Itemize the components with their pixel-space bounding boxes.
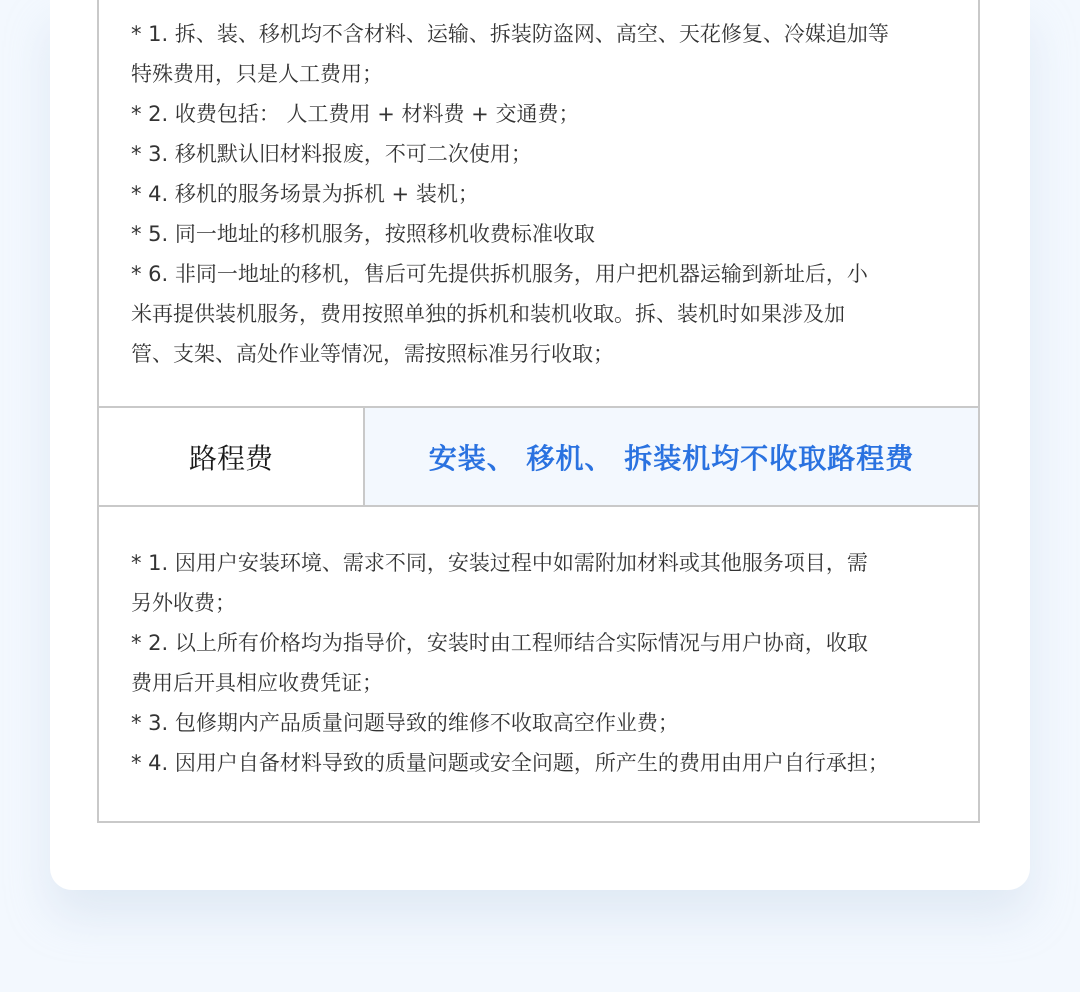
note-line: * 4. 移机的服务场景为拆机 + 装机； <box>131 182 479 206</box>
note-line: * 5. 同一地址的移机服务，按照移机收费标准收取 <box>131 222 595 246</box>
notes-bottom <box>99 543 978 783</box>
note-line: 特殊费用，只是人工费用； <box>131 62 383 86</box>
notes-top <box>99 14 978 374</box>
travel-fee-label: 路程费 <box>99 408 365 505</box>
note-line: * 3. 移机默认旧材料报废，不可二次使用； <box>131 142 532 166</box>
note-line: * 2. 收费包括： 人工费用 + 材料费 + 交通费； <box>131 102 580 126</box>
note-line: * 4. 因用户自备材料导致的质量问题或安全问题，所产生的费用由用户自行承担； <box>131 751 889 775</box>
note-line: 管、支架、高处作业等情况，需按照标准另行收取； <box>131 342 614 366</box>
note-line: 另外收费； <box>131 591 236 615</box>
content-card <box>50 0 1030 890</box>
note-line: 米再提供装机服务，费用按照单独的拆机和装机收取。拆、装机时如果涉及加 <box>131 302 845 326</box>
travel-fee-row <box>99 406 978 507</box>
note-line: * 3. 包修期内产品质量问题导致的维修不收取高空作业费； <box>131 711 679 735</box>
fee-table <box>97 0 980 823</box>
note-line: * 2. 以上所有价格均为指导价，安装时由工程师结合实际情况与用户协商，收取 <box>131 631 868 655</box>
note-line: * 6. 非同一地址的移机，售后可先提供拆机服务，用户把机器运输到新址后，小 <box>131 262 868 286</box>
travel-fee-value: 安装、 移机、 拆装机均不收取路程费 <box>365 408 978 505</box>
note-line: * 1. 拆、装、移机均不含材料、运输、拆装防盗网、高空、天花修复、冷媒追加等 <box>131 22 889 46</box>
note-line: * 1. 因用户安装环境、需求不同，安装过程中如需附加材料或其他服务项目，需 <box>131 551 868 575</box>
note-line: 费用后开具相应收费凭证； <box>131 671 383 695</box>
